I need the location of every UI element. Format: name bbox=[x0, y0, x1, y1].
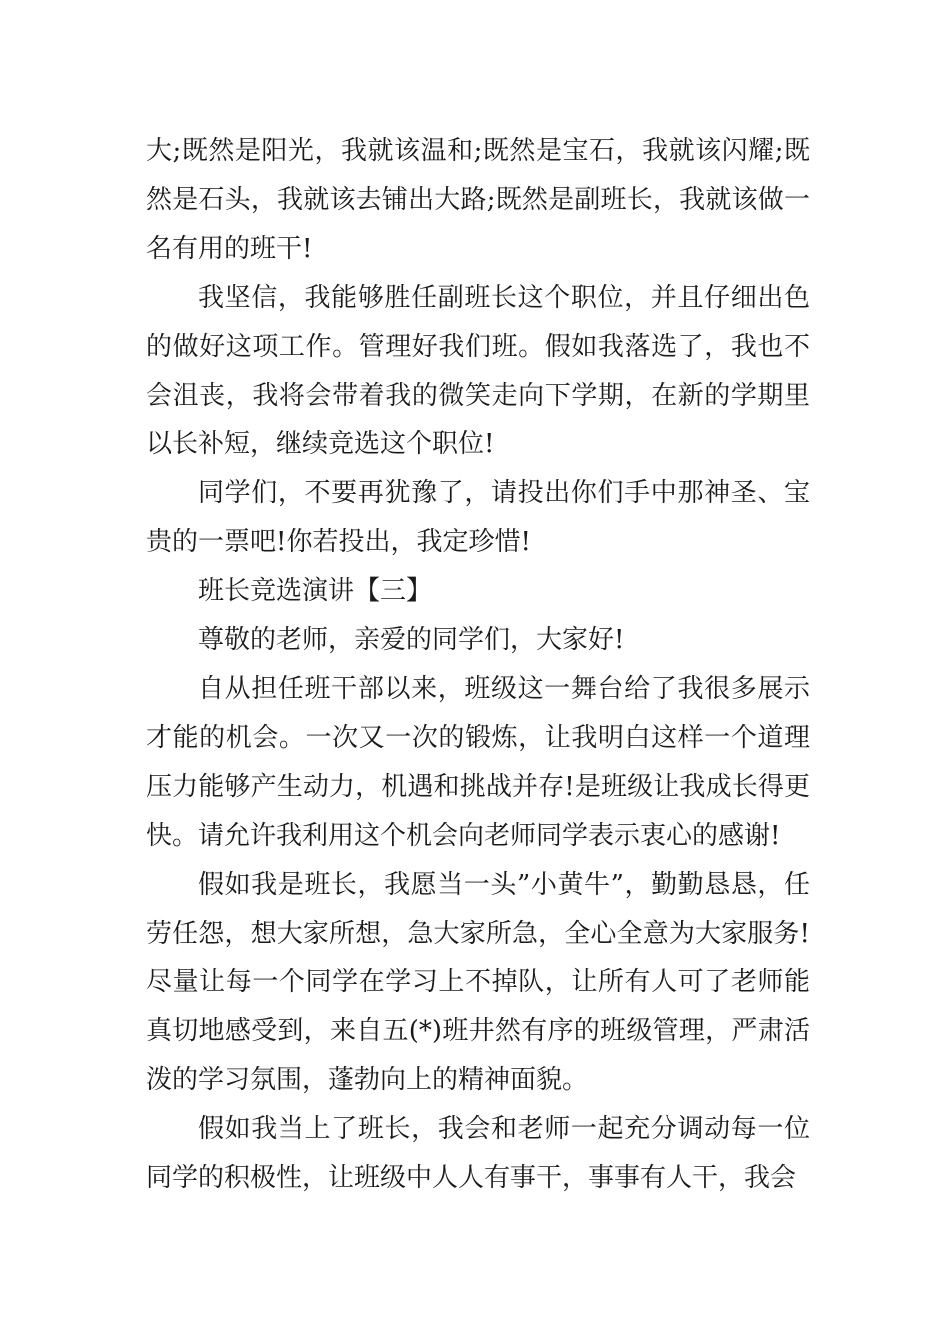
paragraph-experience: 自从担任班干部以来，班级这一舞台给了我很多展示才能的机会。一次又一次的锻炼，让我明白这样一个道理压力能够产生动力，机遇和挑战并存!是班级让我成长得更快。请允许我利用这个机会向老师同学表示衷心的感谢! bbox=[146, 673, 810, 851]
paragraph-vote-appeal: 同学们，不要再犹豫了，请投出你们手中那神圣、宝贵的一票吧!你若投出，我定珍惜! bbox=[146, 478, 810, 558]
paragraph-if-monitor: 假如我是班长，我愿当一头”小黄牛”，勤勤恳恳，任劳任怨，想大家所想，急大家所急，全心全意为大家服务!尽量让每一个同学在学习上不掉队，让所有人可了老师能真切地感受到，来自五(*)班井然有序的班级管理，严肃活泼的学习氛围，蓬勃向上的精神面貌。 bbox=[146, 869, 810, 1096]
paragraph-confidence: 我坚信，我能够胜任副班长这个职位，并且仔细出色的做好这项工作。管理好我们班。假如我落选了，我也不会沮丧，我将会带着我的微笑走向下学期，在新的学期里以长补短，继续竞选这个职位! bbox=[146, 282, 810, 460]
paragraph-greeting: 尊敬的老师，亲爱的同学们，大家好! bbox=[198, 625, 625, 656]
paragraph-if-elected: 假如我当上了班长，我会和老师一起充分调动每一位同学的积极性，让班级中人人有事干，事事有人干，我会 bbox=[146, 1114, 810, 1194]
document-body bbox=[146, 127, 810, 1203]
paragraph-continuation: 大;既然是阳光，我就该温和;既然是宝石，我就该闪耀;既然是石头，我就该去铺出大路;既然是副班长，我就该做一名有用的班干! bbox=[146, 136, 810, 264]
section-heading: 班长竞选演讲【三】 bbox=[198, 576, 433, 607]
